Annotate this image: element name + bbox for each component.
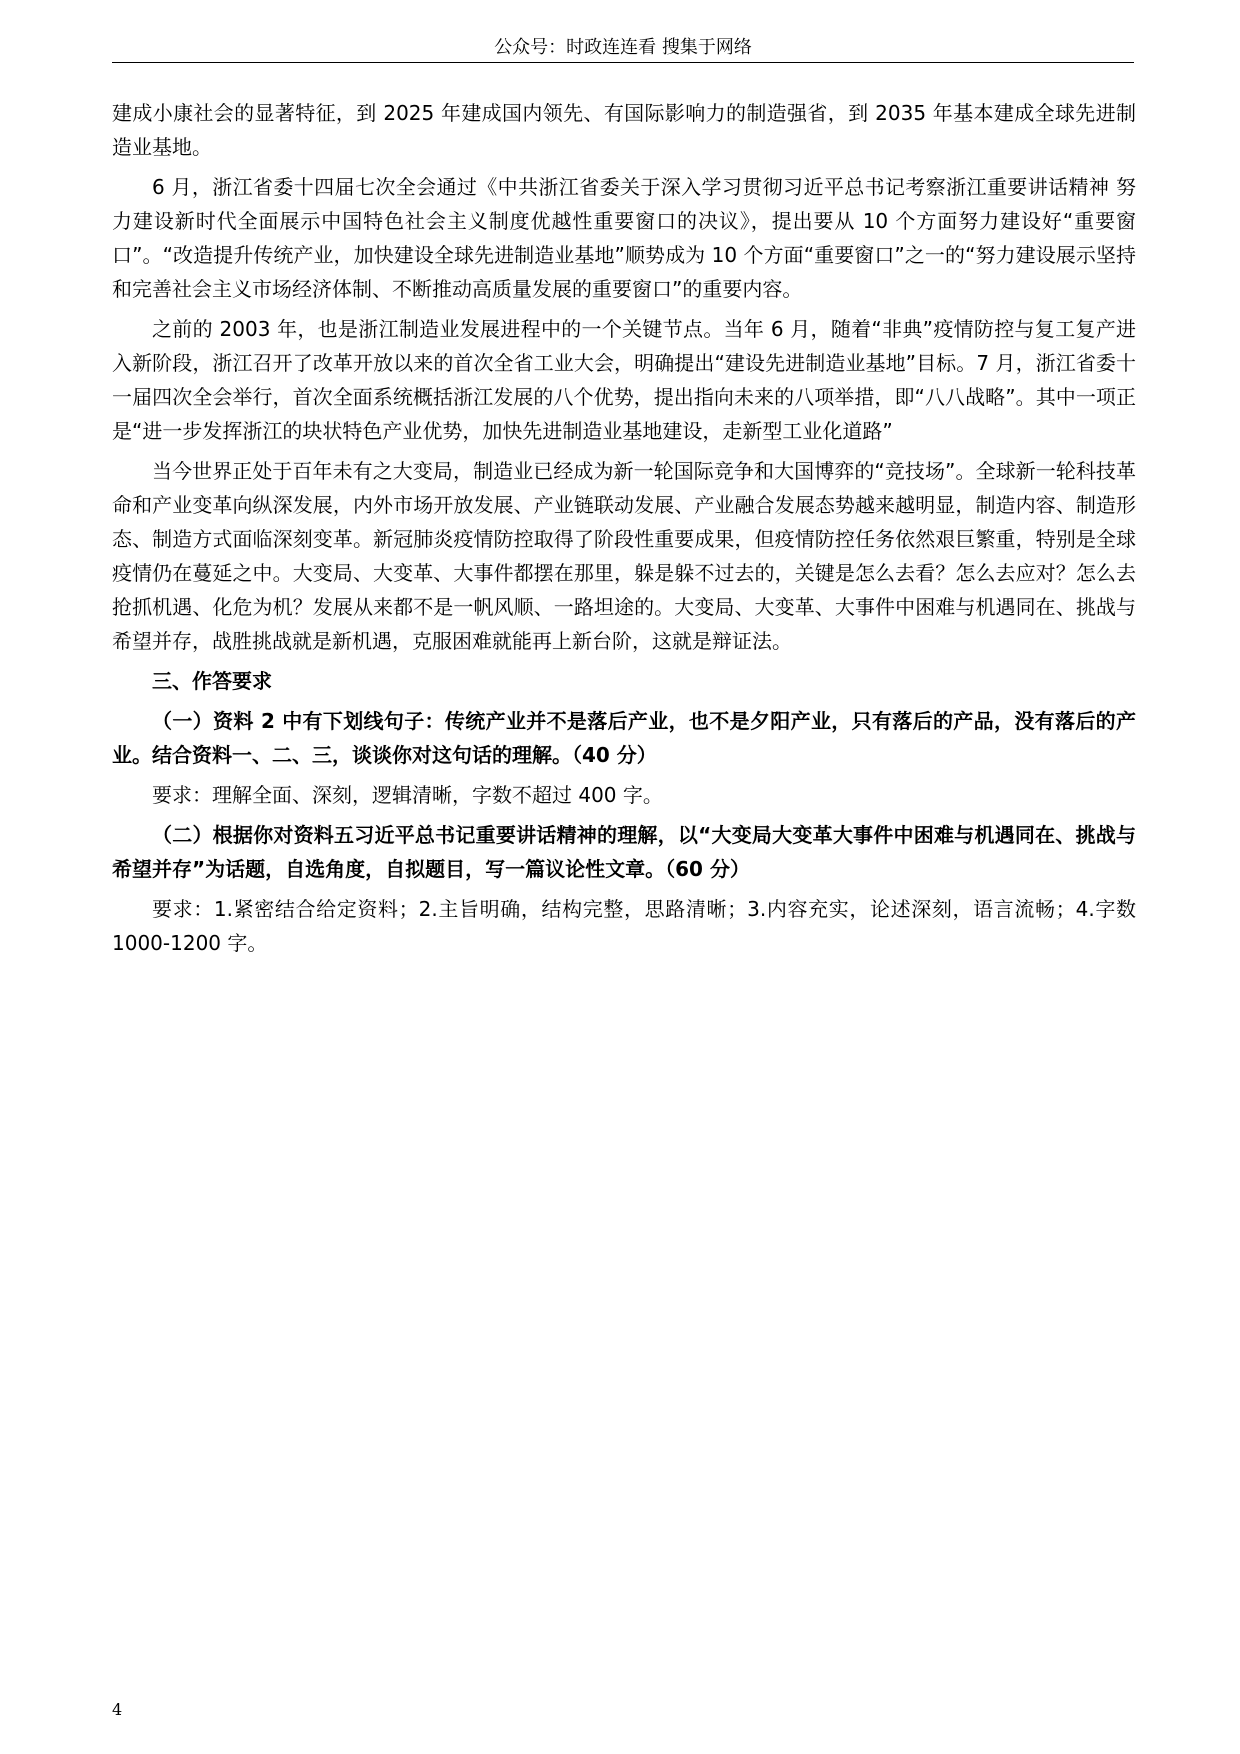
question-2-requirements: 要求：1.紧密结合给定资料；2.主旨明确，结构完整，思路清晰；3.内容充实，论述深刻，语言流畅；4.字数 1000-1200 字。 xyxy=(112,897,1136,955)
question-2: （二）根据你对资料五习近平总书记重要讲话精神的理解，以“大变局大变革大事件中困难与机遇同在、挑战与希望并存”为话题，自选角度，自拟题目，写一篇议论性文章。（60 分） xyxy=(112,823,1136,881)
paragraph-3: 之前的 2003 年，也是浙江制造业发展进程中的一个关键节点。当年 6 月，随着“非典”疫情防控与复工复产进入新阶段，浙江召开了改革开放以来的首次全省工业大会，明确提出“建设先进制造业基地”目标。7 月，浙江省委十一届四次全会举行，首次全面系统概括浙江发展的八个优势，提出指向未来的八项举措，即“八八战略”。其中一项正是“进一步发挥浙江的块状特色产业优势，加快先进制造业基地建设，走新型工业化道路” xyxy=(112,317,1136,443)
page-number: 4 xyxy=(112,1700,123,1719)
question-1: （一）资料 2 中有下划线句子：传统产业并不是落后产业，也不是夕阳产业，只有落后的产品，没有落后的产业。结合资料一、二、三，谈谈你对这句话的理解。（40 分） xyxy=(112,709,1136,767)
header-divider xyxy=(112,62,1134,63)
paragraph-4: 当今世界正处于百年未有之大变局，制造业已经成为新一轮国际竞争和大国博弈的“竞技场”。全球新一轮科技革命和产业变革向纵深发展，内外市场开放发展、产业链联动发展、产业融合发展态势越来越明显，制造内容、制造形态、制造方式面临深刻变革。新冠肺炎疫情防控取得了阶段性重要成果，但疫情防控任务依然艰巨繁重，特别是全球疫情仍在蔓延之中。大变局、大变革、大事件都摆在那里，躲是躲不过去的，关键是怎么去看？怎么去应对？怎么去抢抓机遇、化危为机？发展从来都不是一帆风顺、一路坦途的。大变局、大变革、大事件中困难与机遇同在、挑战与希望并存，战胜挑战就是新机遇，克服困难就能再上新台阶，这就是辩证法。 xyxy=(112,459,1136,653)
page-header: 公众号：时政连连看 搜集于网络 xyxy=(494,37,752,58)
question-1-requirements: 要求：理解全面、深刻，逻辑清晰，字数不超过 400 字。 xyxy=(152,783,663,807)
document-body xyxy=(112,96,1136,966)
paragraph-2: 6 月，浙江省委十四届七次全会通过《中共浙江省委关于深入学习贯彻习近平总书记考察浙江重要讲话精神 努力建设新时代全面展示中国特色社会主义制度优越性重要窗口的决议》，提出要从 10 个方面努力建设好“重要窗口”。“改造提升传统产业，加快建设全球先进制造业基地”顺势成为 10 个方面“重要窗口”之一的“努力建设展示坚持和完善社会主义市场经济体制、不断推动高质量发展的重要窗口”的重要内容。 xyxy=(112,175,1136,301)
paragraph-1: 建成小康社会的显著特征，到 2025 年建成国内领先、有国际影响力的制造强省，到 2035 年基本建成全球先进制造业基地。 xyxy=(112,101,1136,159)
section-heading: 三、作答要求 xyxy=(152,669,272,693)
